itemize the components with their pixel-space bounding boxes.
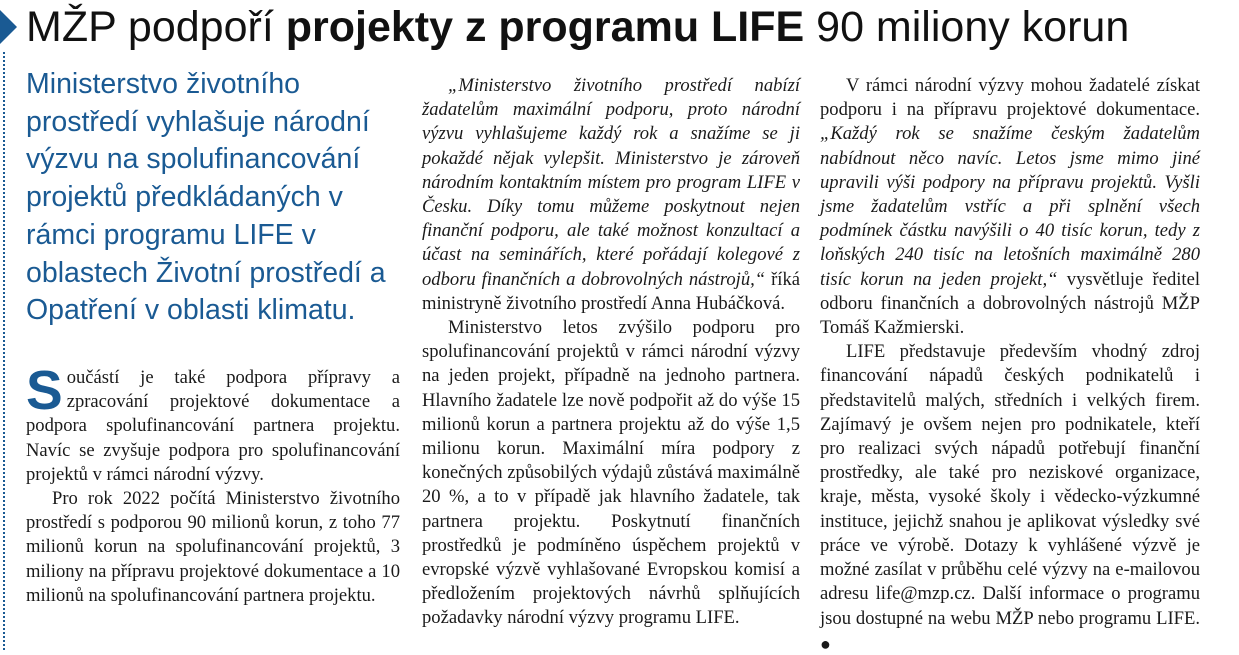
headline-part2: projekty z programu LIFE	[285, 3, 805, 51]
col1-paragraph-1	[26, 359, 400, 487]
col2-paragraph-2: Ministerstvo letos zvýšilo podporu pro spolufinancování projektů v rámci národní výzvy na jeden projekt, případně na jednoho partnera. Hlavního žadatele lze nově podpořit až do výše 15 milionů korun a partnera projektu až do výše 1,5 milionu korun. Maximální míra podpory z konečných způsobilých výdajů zůstává maximálně 20 %, a to v případě jak hlavního žadatele, tak partnera projektu. Poskytnutí finančních prostředků je podmíněno úspěchem projektů v evropské výzvě vyhlašované Evropskou komisí a předložením projektových návrhů splňujících požadavky národní výzvy programu LIFE.	[422, 317, 800, 629]
col3-paragraph-1	[820, 74, 1200, 340]
col3-paragraph-2	[820, 340, 1200, 655]
end-mark: ●	[820, 633, 831, 654]
col3-p1-start: V rámci národní výzvy mohou žadatelé získat podporu i na přípravu projektové dokumentace.	[820, 75, 1200, 121]
lead-paragraph: Ministerstvo životního prostředí vyhlašuje národní výzvu na spolufinancování projektů předkládaných v rámci programu LIFE v oblastech Životní prostředí a Opatření v oblasti klimatu.	[26, 68, 386, 327]
column-3	[820, 74, 1200, 655]
col3-quote: „Každý rok se snažíme českým žadatelům nabídnout něco navíc. Letos jsme mimo jiné upravili výši podpory na přípravu projektů. Vyšli jsme žadatelům vstříc a při splnění všech podmínek částku navýšili o 40 tisíc korun, tedy z loňských 240 tisíc na letošních maximálně 280 tisíc korun na jeden projekt,“	[820, 123, 1200, 290]
section-marker	[0, 10, 17, 44]
col1-p1-text: oučástí je také podpora přípravy a zpracování projektové dokumentace a podpora spolufinancování partnera projektu. Navíc se zvyšuje podpora pro spolufinancování projektů v rámci národní výzvy.	[26, 367, 400, 485]
headline-part1: MŽP podpoří	[26, 3, 274, 51]
col1-paragraph-2: Pro rok 2022 počítá Ministerstvo životního prostředí s podporou 90 milionů korun, z toho 77 milionů korun na spolufinancování projektů, 3 miliony na přípravu projektové dokumentace a 10 milionů na spolufinancování partnera projektu.	[26, 488, 400, 606]
column-2	[422, 74, 800, 631]
column-1	[26, 359, 400, 608]
drop-cap: S	[26, 359, 63, 421]
col2-quote-attribution: říká ministryně životního prostředí Anna Hubáčková.	[422, 268, 800, 314]
col2-quote: „Ministerstvo životního prostředí nabízí žadatelům maximální podporu, proto národní výzvu vyhlašujeme každý rok a snažíme se ji pokaždé nějak vylepšit. Ministerstvo je zároveň národním kontaktním místem pro program LIFE v Česku. Díky tomu můžeme poskytnout nejen finanční podporu, ale také možnost konzultací a účast na seminářích, které pořádají kolegové z odboru finančních a dobrovolných nástrojů,“	[422, 75, 800, 290]
headline-part3: 90 miliony korun	[816, 3, 1130, 51]
col3-quote-attribution: vysvětluje ředitel odboru finančních a dobrovolných nástrojů MŽP Tomáš Kažmierski.	[820, 268, 1200, 339]
col2-paragraph-1	[422, 74, 800, 316]
headline	[26, 2, 1236, 52]
dotted-rule	[3, 52, 5, 650]
col3-p2-text: LIFE představuje především vhodný zdroj financování nápadů českých podnikatelů i představitelů malých, středních i velkých firem. Zajímavý je ovšem nejen pro podnikatele, kteří pro realizaci svých nápadů potřebují finanční prostředky, ale také pro neziskové organizace, kraje, města, vysoké školy i vědecko-výzkumné instituce, jejichž snahou je aplikovat výsledky své práce ve výrobě. Dotazy k vyhlášené výzvě je možné zasílat v průběhu celé výzvy na e-mailovou adresu life@mzp.cz. Další informace o programu jsou dostupné na webu MŽP nebo programu LIFE.	[820, 341, 1200, 630]
